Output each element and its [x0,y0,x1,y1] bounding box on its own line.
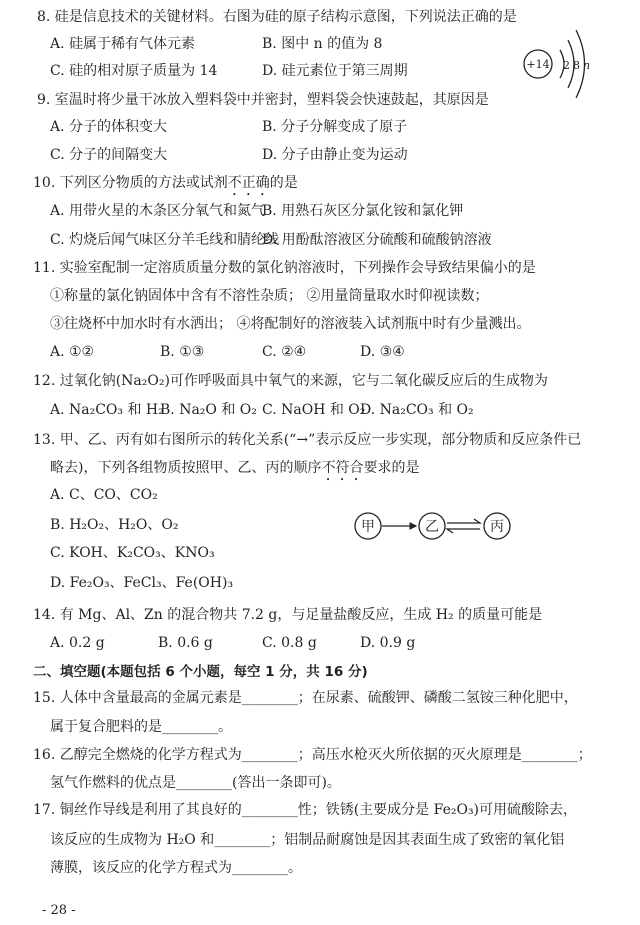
q13-option-b: B. H₂O₂、H₂O、O₂ [50,517,179,533]
q9-option-b: B. 分子分解变成了原子 [262,119,408,135]
silicon-atom-diagram [520,22,600,102]
q10-stem-post: 的是 [269,175,298,191]
q13-option-c: C. KOH、K₂CO₃、KNO₃ [50,545,215,561]
q13-stem-pre: 略去)，下列各组物质按照甲、乙、丙的顺序 [50,460,322,476]
q10-option-a: A. 用带火星的木条区分氧气和氮气 [50,203,266,219]
q11-option-c: C. ②④ [262,344,307,360]
section-heading-fill-in: 二、填空题(本题包括 6 个小题，每空 1 分，共 16 分) [33,664,368,680]
nucleus-charge: +14 [526,58,550,71]
arrow-bing-to-yi [447,529,480,533]
node-yi-label: 乙 [425,519,439,535]
q14-option-c: C. 0.8 g [262,635,317,651]
q15-line-2: 属于复合肥料的是________。 [50,719,232,735]
q17-line-3: 薄膜，该反应的化学方程式为________。 [50,860,302,876]
q10-option-c: C. 灼烧后闻气味区分羊毛线和腈纶线 [50,232,280,248]
q10-option-d: D. 用酚酞溶液区分硫酸和硫酸钠溶液 [262,232,492,248]
q15-line-1: 15. 人体中含量最高的金属元素是________；在尿素、硫酸钾、磷酸二氢铵三种化肥中， [33,690,578,706]
q13-stem-line-2 [50,459,419,484]
q11-stem: 11. 实验室配制一定溶质质量分数的氯化钠溶液时，下列操作会导致结果偏小的是 [33,260,536,276]
q9-option-a: A. 分子的体积变大 [50,119,168,135]
q11-option-b: B. ①③ [160,344,205,360]
q8-option-d: D. 硅元素位于第三周期 [262,63,408,79]
q13-option-d: D. Fe₂O₃、FeCl₃、Fe(OH)₃ [50,575,234,591]
q11-option-a: A. ①② [50,344,95,360]
q12-stem: 12. 过氧化钠(Na₂O₂)可作呼吸面具中氧气的来源，它与二氧化碳反应后的生成物为 [33,373,548,389]
q12-option-a: A. Na₂CO₃ 和 H₂ [50,402,164,418]
q17-line-2: 该反应的生成物为 H₂O 和________；铝制品耐腐蚀是因其表面生成了致密的氧化铝 [50,832,565,848]
q14-option-d: D. 0.9 g [360,635,416,651]
q10-stem [33,174,298,199]
page-number: - 28 - [42,903,76,918]
q8-option-a: A. 硅属于稀有气体元素 [50,36,196,52]
q12-option-d: D. Na₂CO₃ 和 O₂ [360,402,474,418]
q8-option-c: C. 硅的相对原子质量为 14 [50,63,218,79]
q13-stem-emphasis: 不符合 [321,460,364,476]
q17-line-1: 17. 铜丝作导线是利用了其良好的________性；铁锈(主要成分是 Fe₂O₃)可用硫酸除去， [33,802,578,818]
q14-stem: 14. 有 Mg、Al、Zn 的混合物共 7.2 g，与足量盐酸反应，生成 H₂ 的质量可能是 [33,607,543,623]
q10-option-b: B. 用熟石灰区分氯化铵和氯化钾 [262,203,464,219]
q13-stem-line-1: 13. 甲、乙、丙有如右图所示的转化关系(“→”表示反应一步实现，部分物质和反应条件已 [33,432,582,448]
q11-item-line-2: ③往烧杯中加水时有水洒出； ④将配制好的溶液装入试剂瓶中时有少量溅出。 [50,316,531,332]
q14-option-a: A. 0.2 g [50,635,105,651]
q10-stem-pre: 10. 下列区分物质的方法或试剂 [33,175,228,191]
q9-option-d: D. 分子由静止变为运动 [262,147,408,163]
q10-stem-emphasis: 不正确 [227,175,270,191]
q16-line-2: 氢气作燃料的优点是________(答出一条即可)。 [50,775,341,791]
q12-option-c: C. NaOH 和 O₂ [262,402,366,418]
q9-stem: 9. 室温时将少量干冰放入塑料袋中并密封，塑料袋会快速鼓起，其原因是 [37,92,489,108]
q8-option-b: B. 图中 n 的值为 8 [262,36,383,52]
node-jia-label: 甲 [361,519,375,535]
conversion-diagram [352,508,522,544]
q14-option-b: B. 0.6 g [158,635,213,651]
shell-2-electrons: 8 [573,59,580,72]
q13-option-a: A. C、CO、CO₂ [50,487,158,503]
q12-option-b: B. Na₂O 和 O₂ [160,402,257,418]
arrow-yi-to-bing [447,519,480,523]
shell-1-electrons: 2 [563,59,570,72]
node-bing-label: 丙 [490,519,504,535]
shell-3-electrons: n [583,59,591,72]
q11-item-line-1: ①称量的氯化钠固体中含有不溶性杂质； ②用量筒量取水时仰视读数； [50,288,489,304]
q9-option-c: C. 分子的间隔变大 [50,147,168,163]
q8-stem: 8. 硅是信息技术的关键材料。右图为硅的原子结构示意图，下列说法正确的是 [37,9,517,25]
q11-option-d: D. ③④ [360,344,405,360]
q16-line-1: 16. 乙醇完全燃烧的化学方程式为________；高压水枪灭火所依据的灭火原理是________； [33,747,592,763]
q13-stem-post: 要求的是 [363,460,420,476]
